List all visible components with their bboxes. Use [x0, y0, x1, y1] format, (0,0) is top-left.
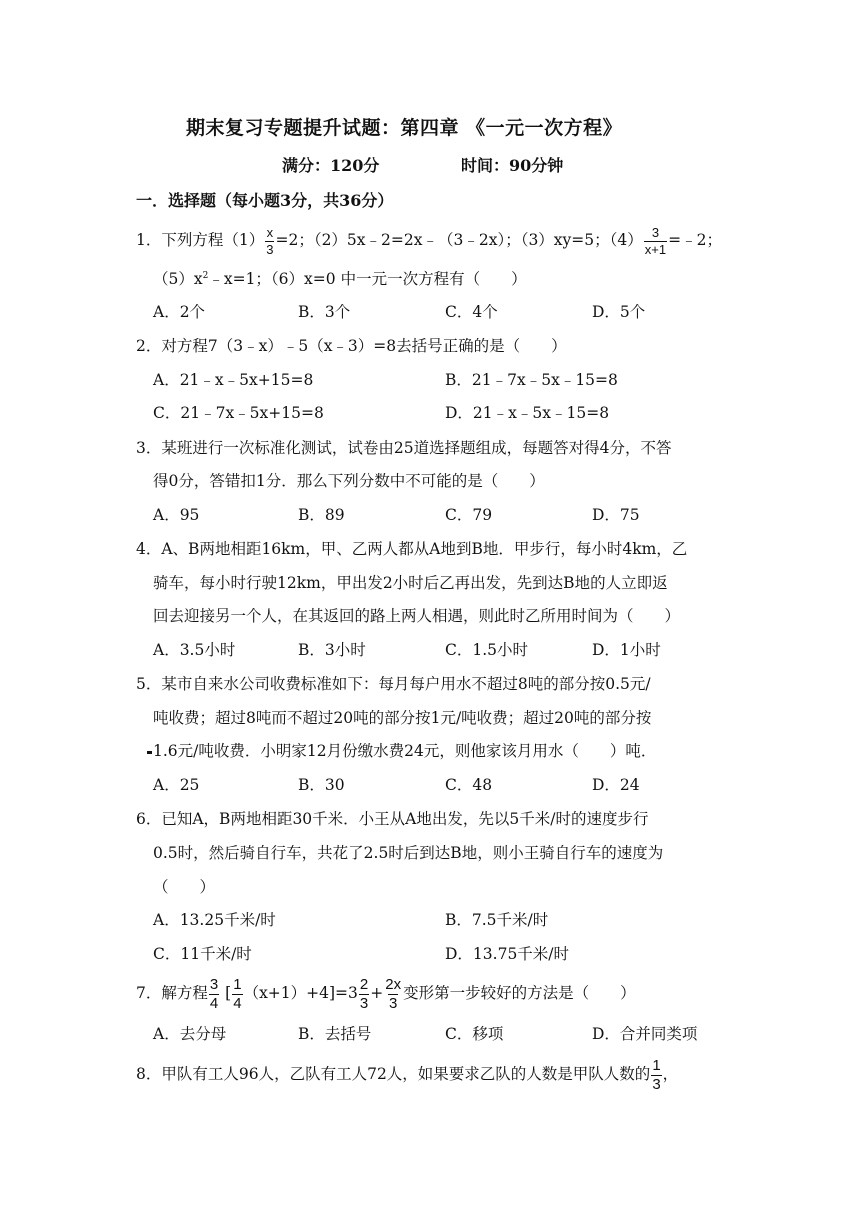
- q8-frac-den: 3: [652, 1075, 661, 1093]
- q7-f2-num: 1: [233, 975, 242, 993]
- q4-option-a[interactable]: A．3.5小时: [153, 641, 236, 659]
- q7-option-a[interactable]: A．去分母: [153, 1025, 227, 1043]
- q6-line2: 0.5时，然后骑自行车，共花了2.5时后到达B地，则小王骑自行车的速度为: [153, 844, 664, 862]
- q5-line1: 5．某市自来水公司收费标准如下：每月每户用水不超过8吨的部分按0.5元/: [136, 675, 651, 693]
- q7-stem: [136, 976, 636, 1011]
- q6-option-d[interactable]: D．13.75千米/时: [445, 945, 570, 963]
- q1-option-a[interactable]: A．2个: [153, 303, 206, 321]
- q7-bracket-open: [: [225, 984, 232, 1002]
- q3-option-d[interactable]: D．75: [592, 506, 640, 524]
- q1-frac2-den: x+1: [644, 241, 667, 257]
- q6-option-a[interactable]: A．13.25千米/时: [153, 911, 276, 929]
- q7-fraction-3-over-4: [209, 977, 219, 1012]
- q1-frac1-num: x: [266, 224, 274, 240]
- q8-tail: ，: [662, 1065, 679, 1083]
- q7-option-b[interactable]: B．去括号: [298, 1025, 372, 1043]
- q4-option-b[interactable]: B．3小时: [298, 641, 366, 659]
- stray-mark: [147, 751, 152, 754]
- q7-fraction-2x-over-3: [384, 977, 402, 1012]
- q3-line2: 得0分，答错扣1分．那么下列分数中不可能的是（ ）: [153, 472, 545, 490]
- q1-frac1-den: 3: [266, 241, 274, 257]
- q1-line1: [136, 224, 722, 256]
- section-heading: 一．选择题（每小题3分，共36分）: [136, 191, 394, 210]
- q2-option-a[interactable]: A．21﹣x﹣5x+15=8: [153, 371, 314, 389]
- time-label: 时间：90分钟: [461, 156, 564, 175]
- q7-f4-den: 3: [389, 994, 398, 1012]
- q2-stem: 2．对方程7（3﹣x）﹣5（x﹣3）=8去括号正确的是（ ）: [136, 337, 567, 355]
- q1-frac2-num: 3: [651, 224, 660, 240]
- q7-f1-num: 3: [209, 975, 219, 993]
- q1-text-a: 1．下列方程（1）: [136, 231, 265, 249]
- q4-line1: 4．A、B两地相距16km，甲、乙两人都从A地到B地．甲步行，每小时4km，乙: [136, 540, 688, 558]
- q7-f2-den: 4: [233, 994, 242, 1012]
- q8-text: 8．甲队有工人96人，乙队有工人72人，如果要求乙队的人数是甲队人数的: [136, 1065, 651, 1083]
- q6-line3: （ ）: [153, 878, 216, 896]
- q7-f1-den: 4: [209, 994, 219, 1012]
- q8-fraction-1-over-3: [651, 1058, 661, 1093]
- q6-option-b[interactable]: B．7.5千米/时: [445, 911, 549, 929]
- q3-option-b[interactable]: B．89: [298, 506, 345, 524]
- q5-option-a[interactable]: A．25: [153, 776, 200, 794]
- q1-line2: [153, 272, 527, 288]
- q1-line2-a: （5）x: [153, 270, 203, 288]
- q1-option-d[interactable]: D．5个: [592, 303, 646, 321]
- q4-option-c[interactable]: C．1.5小时: [445, 641, 529, 659]
- q5-option-c[interactable]: C．48: [445, 776, 493, 794]
- q5-line3-wrap: [147, 744, 656, 760]
- q3-option-c[interactable]: C．79: [445, 506, 493, 524]
- q8-frac-num: 1: [652, 1056, 661, 1074]
- q3-line1: 3．某班进行一次标准化测试，试卷由25道选择题组成，每题答对得4分，不答: [136, 439, 672, 457]
- q5-option-d[interactable]: D．24: [592, 776, 640, 794]
- q7-option-d[interactable]: D．合并同类项: [592, 1025, 698, 1043]
- q8-line1: [136, 1056, 678, 1092]
- q5-line2: 吨收费；超过8吨而不超过20吨的部分按1元/吨收费；超过20吨的部分按: [153, 709, 652, 727]
- q7-f4-num: 2x: [385, 975, 402, 993]
- page-title: 期末复习专题提升试题：第四章 《一元一次方程》: [186, 117, 623, 139]
- q5-option-b[interactable]: B．30: [298, 776, 345, 794]
- q2-option-d[interactable]: D．21﹣x﹣5x﹣15=8: [445, 404, 610, 422]
- q1-option-b[interactable]: B．3个: [298, 303, 351, 321]
- q3-option-a[interactable]: A．95: [153, 506, 200, 524]
- q7-f3-num: 2: [359, 975, 369, 993]
- q4-option-d[interactable]: D．1小时: [592, 641, 661, 659]
- q7-mid: （x+1）+4]=3: [243, 984, 358, 1002]
- q5-line3: 1.6元/吨收费．小明家12月份缴水费24元，则他家该月用水（ ）吨．: [153, 742, 657, 760]
- full-score-label: 满分：120分: [282, 156, 380, 175]
- q1-text-c: =﹣2；: [668, 231, 722, 249]
- q6-line1: 6．已知A，B两地相距30千米．小王从A地出发，先以5千米/时的速度步行: [136, 810, 649, 828]
- q7-plus: +: [370, 984, 384, 1002]
- q4-line2: 骑车，每小时行驶12km，甲出发2小时后乙再出发，先到达B地的人立即返: [153, 574, 668, 592]
- q7-fraction-1-over-4: [232, 977, 242, 1012]
- q7-prefix: 7．解方程: [136, 984, 208, 1002]
- q7-suffix: 变形第一步较好的方法是（ ）: [403, 984, 636, 1002]
- q4-line3: 回去迎接另一个人，在其返回的路上两人相遇，则此时乙所用时间为（ ）: [153, 607, 681, 625]
- q1-line2-b: ﹣x=1；（6）x=0 中一元一次方程有（ ）: [208, 270, 527, 288]
- q2-option-b[interactable]: B．21﹣7x﹣5x﹣15=8: [445, 371, 618, 389]
- q2-option-c[interactable]: C．21﹣7x﹣5x+15=8: [153, 404, 324, 422]
- q7-f3-den: 3: [359, 994, 369, 1012]
- q1-fraction-x-over-3: [265, 226, 274, 256]
- q7-fraction-2-over-3: [359, 977, 369, 1012]
- q7-option-c[interactable]: C．移项: [445, 1025, 504, 1043]
- q1-superscript: 2: [202, 270, 209, 281]
- q1-text-b: =2；（2）5x﹣2=2x﹣（3﹣2x）；（3）xy=5；（4）: [275, 231, 643, 249]
- q1-option-c[interactable]: C．4个: [445, 303, 498, 321]
- q1-fraction-3-over-x1: [644, 226, 667, 256]
- q6-option-c[interactable]: C．11千米/时: [153, 945, 252, 963]
